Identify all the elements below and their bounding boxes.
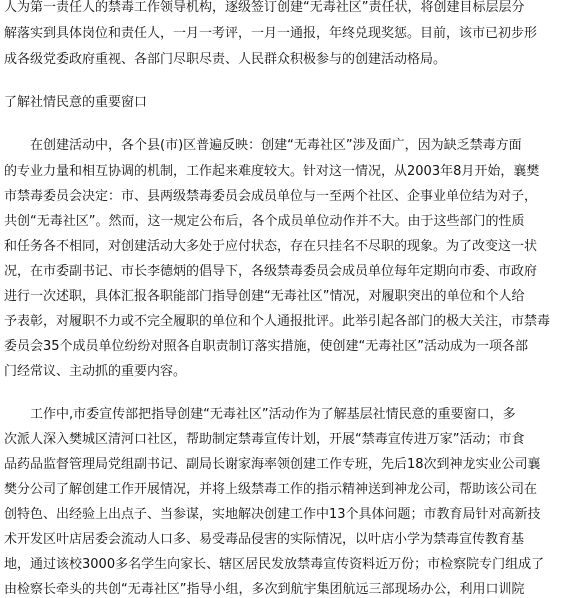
text-line: 和任务各不相同，对创建活动大多处于应付状态，存在只挂名不尽职的现象。为了改变这一状 [4, 239, 538, 254]
text-line: 品药品监督管理局党组副书记、副局长谢家海率领创建工作专班，先后18次到神龙实业公司襄 [4, 457, 541, 472]
text-line: 门经常议、主动抓的重要内容。 [4, 364, 187, 379]
text-line: 在创建活动中，各个县(市)区普遍反映：创建“无毒社区”涉及面广，因为缺乏禁毒方面 [30, 138, 522, 153]
text-line: 地，通过该校3000多名学生向家长、辖区居民发放禁毒宣传资料近万份；市检察院专门组成了 [4, 557, 545, 572]
text-line: 创特色、出经验上出点子、当参谋，实地解决创建工作中13个具体问题；市教育局针对高新技 [4, 507, 541, 522]
text-line: 进行一次述职，具体汇报各职能部门指导创建“无毒社区”情况，对履职突出的单位和个人给 [4, 289, 525, 304]
section-heading: 了解社情民意的重要窗口 [4, 95, 148, 110]
text-line: 由检察长牵头的共创“无毒社区”指导小组，多次到航宇集团航远三部现场办公，利用口训院 [4, 582, 525, 597]
text-line: 市禁毒委员会决定：市、县两级禁毒委员会成员单位与一至两个社区、企事业单位结为对子， [4, 189, 538, 204]
text-line: 解落实到具体岗位和责任人，一月一考评，一月一通报，年终兑现奖惩。目前，该市已初步形 [4, 26, 538, 41]
text-line: 的专业力量和相互协调的机制，工作起来难度较大。针对这一情况，从2003年8月开始，襄樊 [4, 164, 540, 179]
text-line: 共创“无毒社区”。然而，这一规定公布后，各个成员单位动作并不大。由于这些部门的性质 [4, 214, 525, 229]
text-line: 次派人深入樊城区清河口社区，帮助制定禁毒宣传计划，开展“禁毒宣传进万家”活动；市食 [4, 432, 525, 447]
text-line: 成各级党委政府重视、各部门尽职尽责、人民群众积极参与的创建活动格局。 [4, 52, 447, 67]
text-line: 予表彰，对履职不力或不完全履职的单位和个人通报批评。此举引起各部门的极大关注，市禁毒 [4, 314, 551, 329]
text-line: 人为第一责任人的禁毒工作领导机构，逐级签订创建“无毒社区”责任状，将创建目标层层分 [4, 0, 525, 15]
text-line: 委员会35个成员单位纷纷对照各自职责制订落实措施，使创建“无毒社区”活动成为一项各部 [4, 339, 529, 354]
text-line: 樊分公司了解创建工作开展情况，并将上级禁毒工作的指示精神送到神龙公司，帮助该公司在 [4, 482, 538, 497]
text-line: 况，在市委副书记、市长李德炳的倡导下，各级禁毒委员会成员单位每年定期向市委、市政府 [4, 264, 538, 279]
text-line: 术开发区叶店居委会流动人口多、易受毒品侵害的实际情况，以叶店小学为禁毒宣传教育基 [4, 532, 525, 547]
text-line: 工作中,市委宣传部把指导创建“无毒社区”活动作为了解基层社情民意的重要窗口，多 [30, 407, 516, 422]
